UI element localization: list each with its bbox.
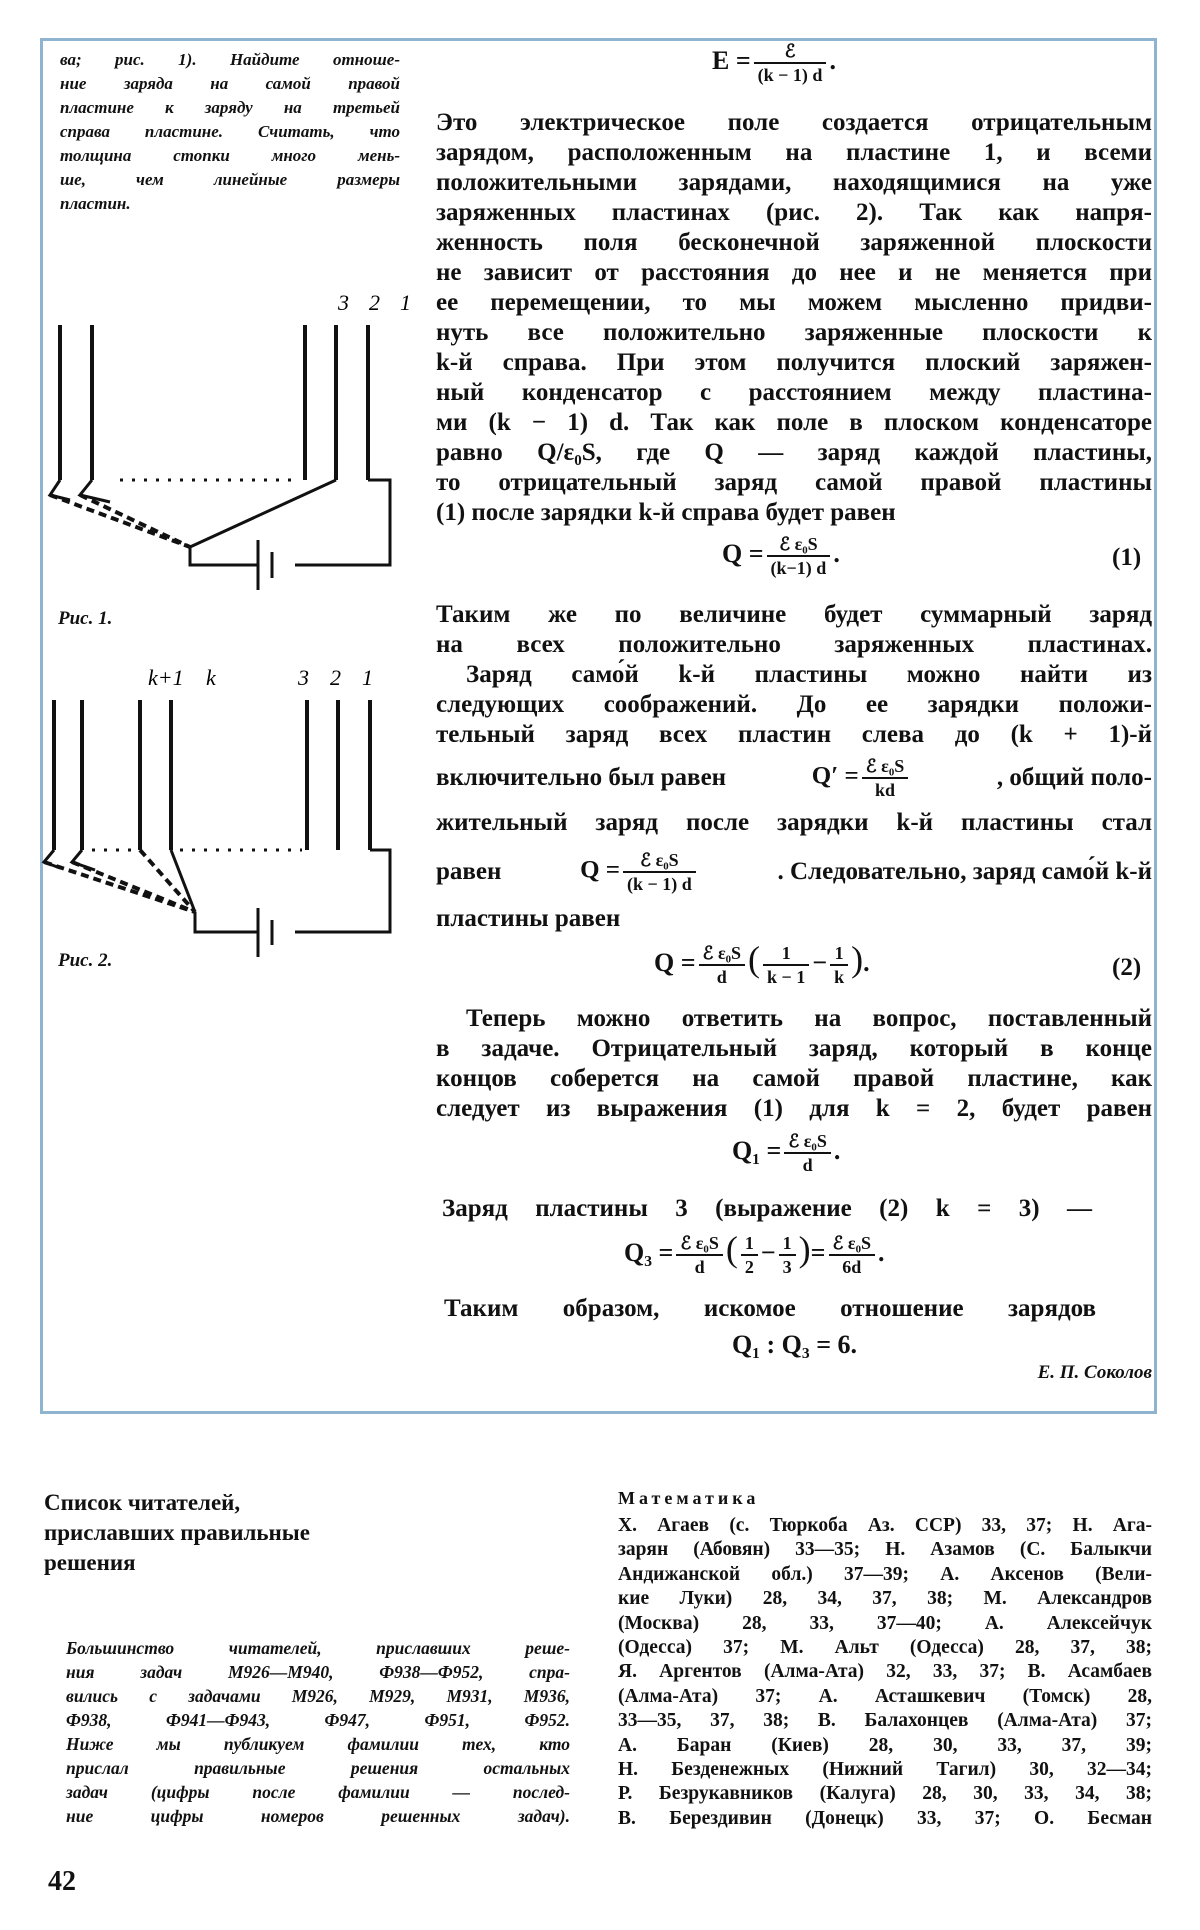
fig2-label-3: 3 bbox=[298, 665, 309, 690]
reader-names: Х. Агаев (с. Тюркоба Аз. ССР) 33, 37; Н. Ага- зарян (Абовян) 33—35; Н. Азамов (С. Балыкчи Андижанской обл.) 37—39; А. Аксенов (Вели- кие Луки) 28, 34, 37, 38; М. Александров (Москва) 28, 33, 37—40; А. Алексейчук (Одесса) 37; М. Альт (Одесса) 28, 37, 38; Я. Аргентов (Алма-Ата) 32, 33, 37; В. Асамбаев (Алма-Ата) 37; А. Асташкевич (Томск) 28, 33—35, 37, 38; В. Балахонцев (Алма-Ата) 37; А. Баран (Киев) 28, 30, 33, 37, 39; Н. Безденежных (Нижний Тагил) 30, 32—34; Р. Безрукавников (Калуга) 28, 30, 33, 34, 38; В. Берездивин (Донецк) 33, 37; О. Бесман bbox=[618, 1515, 1152, 1829]
fig1-dashed-wires bbox=[50, 495, 190, 547]
fig2-label-k1: k+1 bbox=[148, 665, 184, 690]
fig1-label-1: 1 bbox=[400, 290, 411, 315]
formula-2: Q = $\frac{\text{ℰ ε₀S}}{d}$ ( $\frac{1}{k - 1}$ − $\frac{1}{k}$ ). bbox=[654, 939, 870, 988]
fig1-label-3: 3 bbox=[338, 290, 349, 315]
formula-ratio: Q₁ : Q₃ = 6. bbox=[732, 1330, 858, 1359]
fig1-label-2: 2 bbox=[369, 290, 380, 315]
math-heading: Математика bbox=[618, 1488, 760, 1508]
equation-number-1: (1) bbox=[1112, 544, 1142, 571]
formula-e: E = $\frac{\text{ℰ}}{(k - 1) d}$ . bbox=[712, 41, 836, 85]
fig2-label-1: 1 bbox=[362, 665, 373, 690]
fig1-caption: Рис. 1. bbox=[58, 608, 113, 629]
fig1-plates bbox=[60, 325, 368, 480]
line-q: равен Q = $\frac{\text{ℰ ε₀S}}{(k - 1) d}$ . Следовательно, заряд само́й k-й bbox=[436, 850, 1152, 894]
fig2-dashed-wires bbox=[44, 850, 195, 912]
paragraph-5: Таким образом, искомое отношение зарядов bbox=[444, 1295, 1096, 1322]
fig2-wires bbox=[44, 850, 390, 957]
formula-1: Q = $\frac{\text{ℰ ε₀S}}{(k-1) d}$ . bbox=[722, 534, 840, 578]
signature: Е. П. Соколов bbox=[1037, 1362, 1152, 1383]
list-intro: Большинство читателей, приславших реше- ния задач М926—М940, Ф938—Ф952, спра- вились с задачами М926, М929, М931, М936, Ф938, Ф941—Ф943, Ф947, Ф951, Ф952. Ниже мы публикуем фамилии тех, кто прислал правильные решения остальных задач (цифры после фамилии — послед- ние цифры номеров решенных задач). bbox=[66, 1638, 570, 1826]
list-title: Список читателей, приславших правильные решения bbox=[44, 1490, 310, 1575]
formula-q3: Q₃ = $\frac{\text{ℰ ε₀S}}{d}$ ( $\frac{1}{2}$ − $\frac{1}{3}$ )= $\frac{\text{ℰ ε₀S}}{6d}$ . bbox=[624, 1229, 885, 1278]
fig2-caption: Рис. 2. bbox=[58, 950, 113, 971]
task-text: ва; рис. 1). Найдите отноше- ние заряда на самой правой пластине к заряду на третьей справа пластине. Считать, что толщина стопки много мень- ше, чем линейные размеры пластин. bbox=[60, 50, 400, 213]
page-number: 42 bbox=[48, 1866, 76, 1897]
fig1-wires bbox=[50, 480, 390, 590]
line-q-prime: включительно был равен Q′ = $\frac{\text{ℰ ε₀S}}{kd}$ , общий поло- bbox=[436, 756, 1152, 800]
figure-1 bbox=[40, 290, 420, 590]
fig2-plates bbox=[54, 700, 370, 850]
fig2-label-k: k bbox=[206, 665, 216, 690]
figure-2 bbox=[40, 660, 420, 960]
formula-q1: Q₁ = $\frac{\text{ℰ ε₀S}}{d}$ . bbox=[732, 1131, 841, 1175]
fig2-label-2: 2 bbox=[330, 665, 341, 690]
equation-number-2: (2) bbox=[1112, 954, 1142, 981]
paragraph-4: Заряд пластины 3 (выражение (2) k = 3) — bbox=[442, 1195, 1092, 1222]
